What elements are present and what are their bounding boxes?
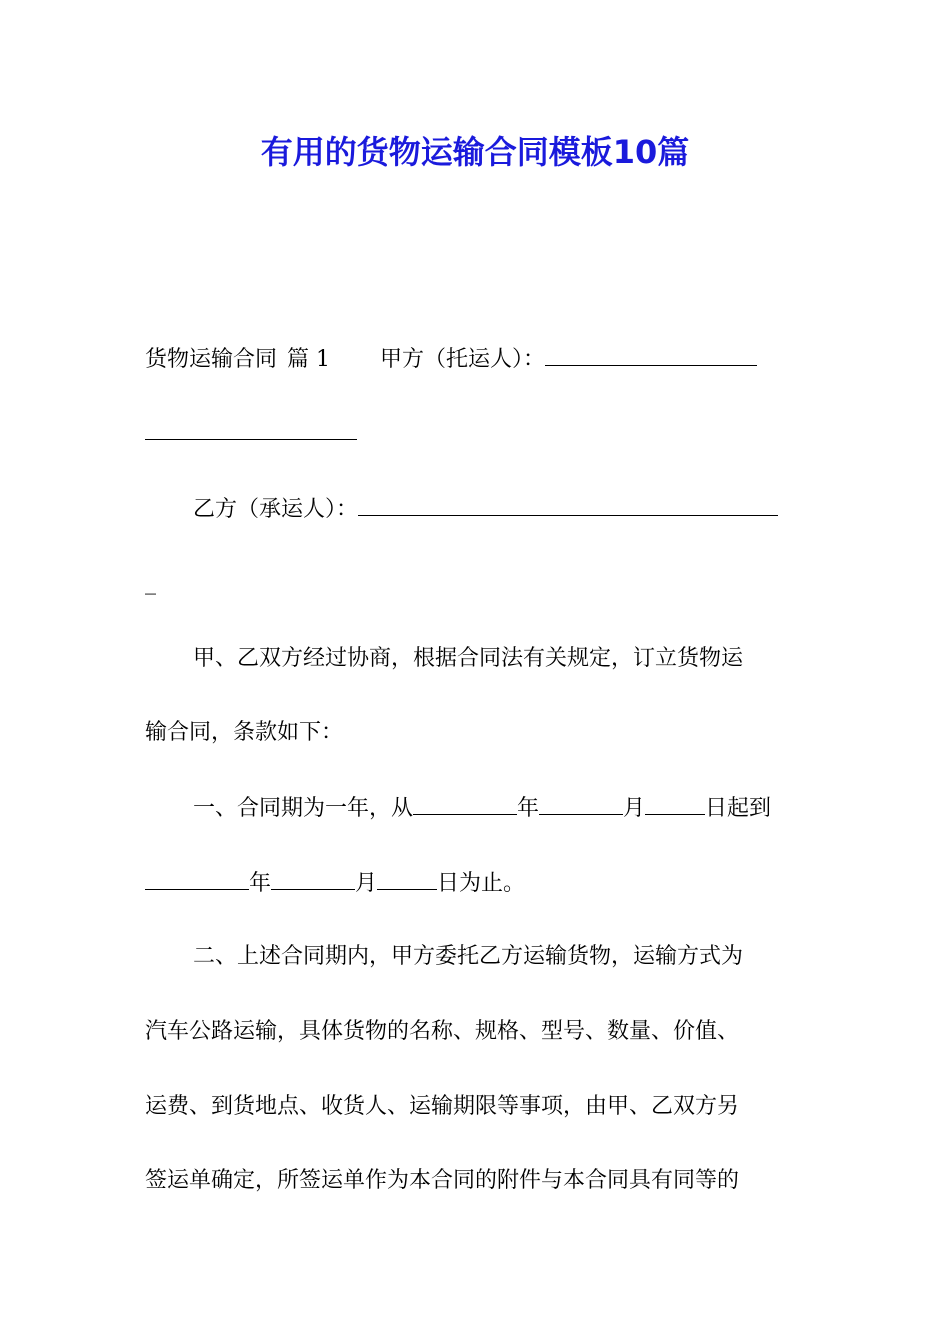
clause2-line-2: 汽车公路运输，具体货物的名称、规格、型号、数量、价值、: [145, 1019, 740, 1044]
year-label-1: 年: [517, 796, 540, 821]
party-a-label: 甲方（托运人）：: [380, 347, 546, 372]
party-b-label: 乙方（承运人）：: [193, 497, 359, 522]
end-day-blank: [377, 867, 437, 890]
party-a-blank: [545, 343, 757, 366]
start-year-blank: [413, 792, 517, 815]
month-label-1: 月: [623, 796, 646, 821]
trailing-dash: _: [145, 570, 156, 595]
end-year-blank: [145, 867, 249, 890]
month-label-2: 月: [355, 871, 378, 896]
start-month-blank: [539, 792, 623, 815]
start-day-blank: [645, 792, 705, 815]
clause1-line-2: [145, 867, 810, 900]
party-a-blank-continued: [145, 417, 810, 450]
intro-line-2: 输合同，条款如下：: [145, 720, 344, 745]
year-label-2: 年: [249, 871, 272, 896]
clause1-prefix: 一、合同期为一年，从: [193, 796, 414, 821]
clause2-line-4: 签运单确定，所签运单作为本合同的附件与本合同具有同等的: [145, 1168, 740, 1193]
intro-line-1: 甲、乙双方经过协商，根据合同法有关规定，订立货物运: [193, 646, 744, 671]
party-b-blank-continued: [145, 567, 810, 599]
clause2-line-1: 二、上述合同期内，甲方委托乙方运输货物，运输方式为: [193, 944, 744, 969]
party-b-line: [193, 493, 810, 526]
day-end-label: 日为止。: [437, 871, 526, 896]
day-start-label: 日起到: [705, 796, 772, 821]
party-b-blank: [358, 493, 778, 516]
document-title: 有用的货物运输合同模板10篇: [260, 133, 690, 171]
section-label: 货物运输合同: [145, 347, 278, 372]
clause2-line-3: 运费、到货地点、收货人、运输期限等事项，由甲、乙双方另: [145, 1094, 740, 1119]
section-header-line: [145, 343, 810, 376]
clause1-line-1: [193, 792, 810, 825]
end-month-blank: [271, 867, 355, 890]
party-a-blank-2: [145, 417, 357, 440]
section-number: 篇 1: [287, 347, 331, 372]
